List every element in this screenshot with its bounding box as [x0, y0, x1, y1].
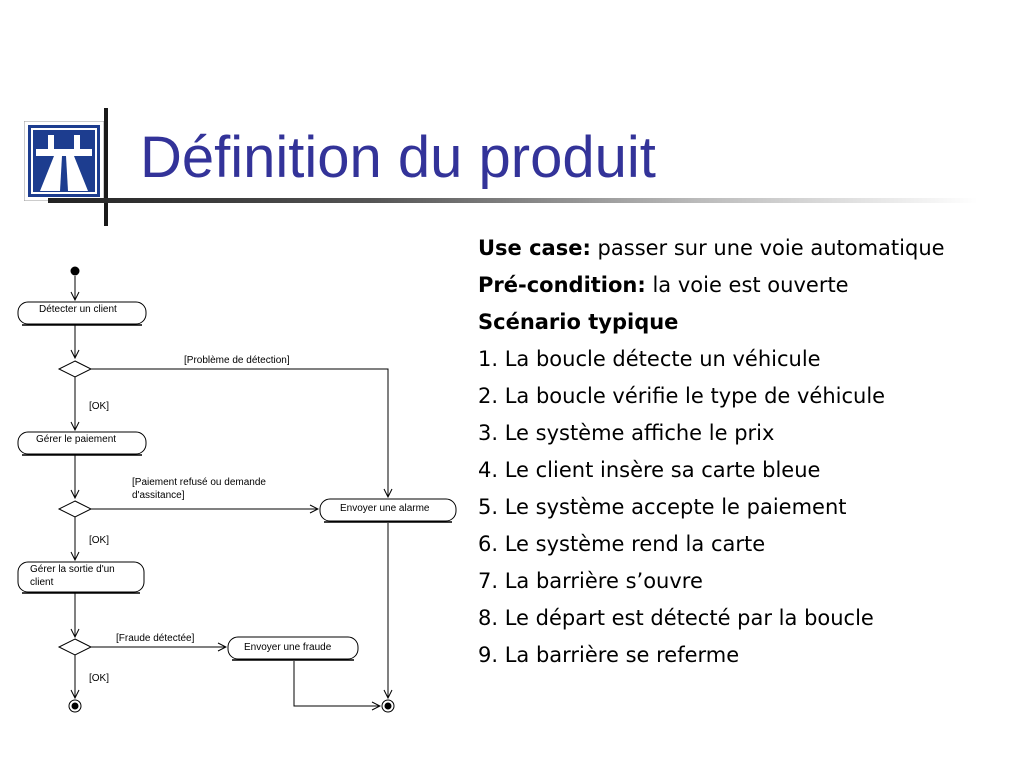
scenario-step: 2. La boucle vérifie le type de véhicule — [478, 384, 886, 408]
decision-node-1 — [59, 361, 91, 377]
activity-diagram — [0, 250, 470, 720]
activity-send-alarm-label: Envoyer une alarme — [340, 503, 430, 514]
decision-node-2 — [59, 501, 91, 517]
initial-node — [71, 267, 80, 276]
guard-payment-refused-line1: [Paiement refusé ou demande — [132, 477, 266, 488]
scenario-step: 4. Le client insère sa carte bleue — [478, 458, 821, 482]
final-node-1 — [69, 700, 81, 712]
activity-send-alarm — [320, 499, 456, 522]
activity-send-fraud-label: Envoyer une fraude — [244, 642, 332, 653]
use-case-label: Use case: — [478, 236, 591, 260]
decision-node-3 — [59, 639, 91, 655]
slide-title: Définition du produit — [140, 125, 656, 190]
scenario-step: 1. La boucle détecte un véhicule — [478, 347, 821, 371]
guard-ok-3: [OK] — [89, 673, 110, 684]
scenario-step: 9. La barrière se referme — [478, 643, 740, 667]
activity-manage-payment-label: Gérer le paiement — [36, 434, 117, 445]
activity-send-fraud — [228, 637, 358, 660]
activity-detect-client-label: Détecter un client — [39, 304, 117, 315]
final-node-2 — [382, 700, 394, 712]
precondition-label: Pré-condition: — [478, 273, 646, 297]
use-case-text — [478, 230, 1008, 674]
scenario-step: 3. Le système affiche le prix — [478, 421, 775, 445]
activity-manage-exit — [18, 562, 144, 593]
motorway-sign-icon — [24, 121, 104, 201]
guard-payment-refused-line2: d'assitance] — [132, 490, 185, 501]
activity-manage-exit-label-line1: Gérer la sortie d'un — [30, 564, 115, 575]
precondition-line — [478, 267, 1008, 304]
precondition-value: la voie est ouverte — [645, 273, 849, 297]
guard-fraud-detected: [Fraude détectée] — [116, 633, 195, 644]
activity-manage-exit-label-line2: client — [30, 577, 54, 588]
scenario-step: 5. Le système accepte le paiement — [478, 495, 847, 519]
use-case-line — [478, 230, 1008, 267]
guard-ok-1: [OK] — [89, 401, 110, 412]
activity-detect-client — [18, 302, 146, 325]
guard-ok-2: [OK] — [89, 535, 110, 546]
scenario-heading: Scénario typique — [478, 310, 679, 334]
use-case-value: passer sur une voie automatique — [590, 236, 945, 260]
scenario-step: 8. Le départ est détecté par la boucle — [478, 606, 874, 630]
guard-detection-problem: [Problème de détection] — [184, 355, 290, 366]
scenario-step: 7. La barrière s’ouvre — [478, 569, 703, 593]
scenario-step: 6. Le système rend la carte — [478, 532, 766, 556]
title-underline — [48, 198, 978, 203]
activity-manage-payment — [18, 432, 146, 455]
title-accent-bar — [104, 108, 108, 226]
